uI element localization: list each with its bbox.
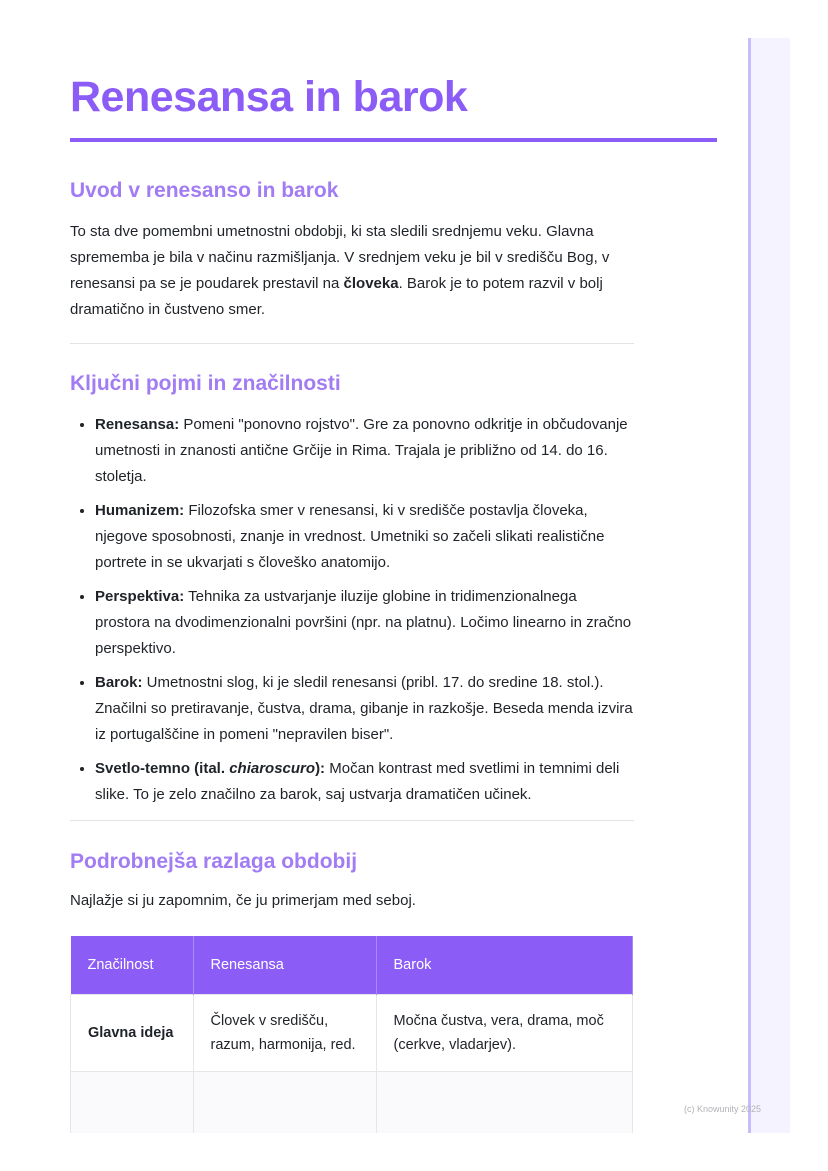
list-item	[95, 498, 634, 576]
title-rule	[70, 138, 717, 142]
key-terms-list	[70, 412, 634, 808]
table-cell: Glavna ideja	[71, 995, 194, 1072]
definition: Pomeni "ponovno rojstvo". Gre za ponovno odkritje in občudovanje umetnosti in znanosti antične Grčije in Rima. Trajala je približno od 14. do 16. stoletja.	[95, 416, 628, 485]
list-item	[95, 412, 634, 490]
page-title: Renesansa in barok	[70, 73, 468, 121]
list-item	[95, 756, 634, 808]
text: To sta dve pomembni umetnostni obdobji, ki sta sledili srednjemu veku. Glavna sprememba je bila v načinu razmišljanja. V srednjem veku je bil v središču Bog, v renesansi pa se je poudarek prestavil na	[70, 223, 610, 292]
term-italic: chiaroscuro	[229, 760, 316, 777]
divider	[70, 820, 634, 821]
table-row	[71, 995, 633, 1072]
section-heading-key-terms: Ključni pojmi in značilnosti	[70, 372, 341, 395]
table-cell	[193, 1072, 376, 1134]
comparison-table	[70, 936, 633, 1133]
table-cell: Močna čustva, vera, drama, moč (cerkve, vladarjev).	[376, 995, 633, 1072]
definition: Umetnostni slog, ki je sledil renesansi (pribl. 17. do sredine 18. stol.). Značilni so pretiravanje, čustva, drama, gibanje in razkošje. Beseda menda izvira iz portugalščine in pomeni "nepravilen biser".	[95, 674, 633, 743]
document-content	[70, 70, 634, 1133]
term: Barok:	[95, 674, 143, 691]
section-heading-periods: Podrobnejša razlaga obdobij	[70, 850, 358, 873]
copyright-footer: (c) Knowunity 2025	[684, 1104, 762, 1114]
term-end: ):	[315, 760, 326, 777]
term: Humanizem:	[95, 502, 185, 519]
table-cell	[376, 1072, 633, 1134]
table-row	[71, 1072, 633, 1134]
intro-paragraph	[70, 219, 634, 323]
header-cell: Barok	[376, 936, 633, 995]
term	[95, 760, 325, 777]
definition: Močan kontrast med svetlimi in temnimi deli slike. To je zelo značilno za barok, saj ustvarja dramatičen učinek.	[95, 760, 620, 803]
periods-paragraph: Najlažje si ju zapomnim, če ju primerjam med seboj.	[70, 892, 416, 909]
bold-text: človeka	[343, 275, 399, 292]
divider	[70, 343, 634, 344]
section-heading-intro: Uvod v renesanso in barok	[70, 179, 339, 202]
definition: Tehnika za ustvarjanje iluzije globine in tridimenzionalnega prostora na dvodimenzionalni površini (npr. na platnu). Ločimo linearno in zračno perspektivo.	[95, 588, 632, 657]
list-item	[95, 670, 634, 748]
table-cell: Človek v središču, razum, harmonija, red.	[193, 995, 376, 1072]
term: Perspektiva:	[95, 588, 185, 605]
side-strip	[748, 38, 790, 1133]
text: . Barok je to potem razvil v bolj dramatično in čustveno smer.	[70, 275, 603, 318]
list-item	[95, 584, 634, 662]
header-cell: Značilnost	[71, 936, 194, 995]
header-cell: Renesansa	[193, 936, 376, 995]
term-start: Svetlo-temno (ital.	[95, 760, 230, 777]
table-cell	[71, 1072, 194, 1134]
term: Renesansa:	[95, 416, 180, 433]
definition: Filozofska smer v renesansi, ki v središče postavlja človeka, njegove sposobnosti, znanje in vrednost. Umetniki so začeli slikati realistične portrete in se ukvarjati s človeško anatomijo.	[95, 502, 605, 571]
